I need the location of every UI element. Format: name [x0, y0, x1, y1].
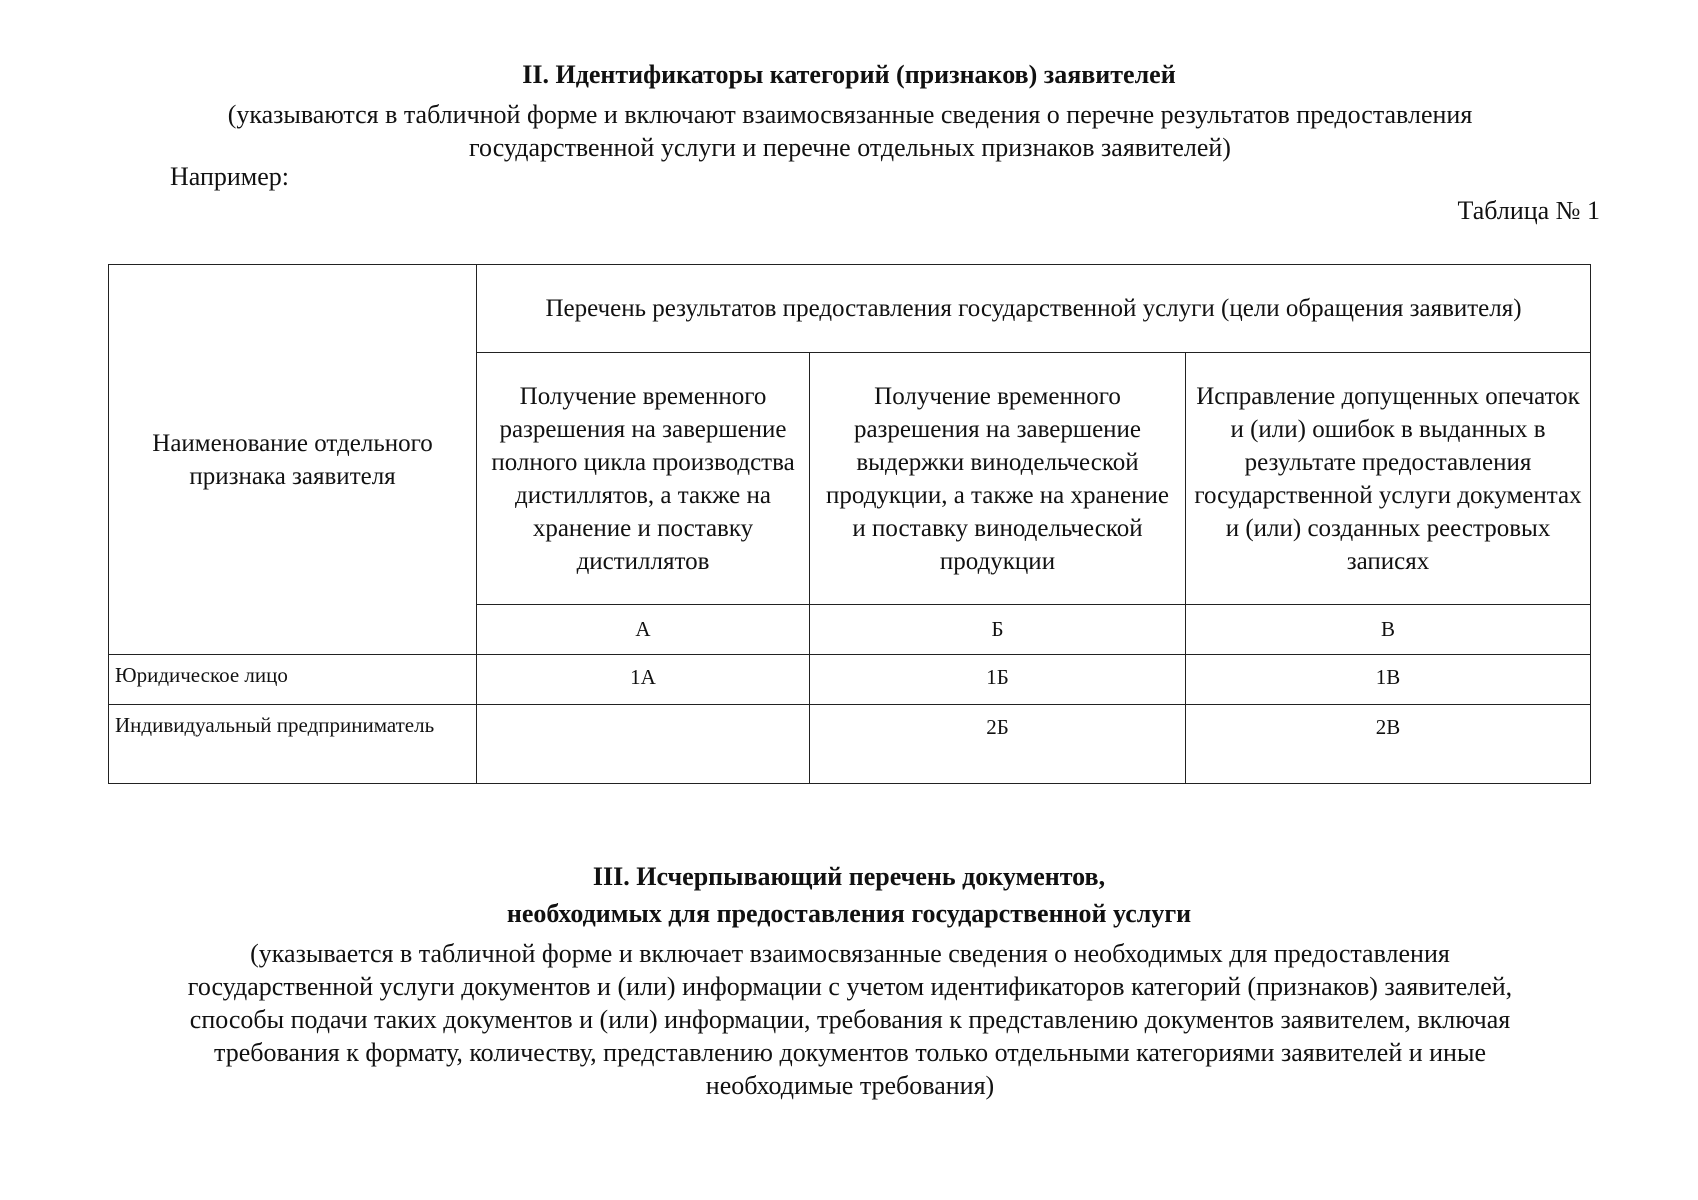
section-3-note-line: государственной услуги документов и (или) информации с учетом идентификаторов категорий (признаков) заявителей,: [187, 972, 1513, 1001]
table-number: Таблица № 1: [1457, 196, 1600, 225]
row-name: Юридическое лицо: [109, 655, 477, 705]
group-header: Перечень результатов предоставления государственной услуги (цели обращения заявителя): [477, 265, 1591, 353]
table-row: [109, 705, 1591, 784]
table-cell: 1В: [1186, 655, 1591, 705]
example-label: Например:: [170, 162, 290, 191]
section-3-note-line: необходимые требования): [705, 1071, 995, 1100]
column-title-b: Получение временного разрешения на завершение выдержки винодельческой продукции, а также на хранение и поставку винодельческой продукции: [810, 353, 1186, 605]
section-2-note: [130, 98, 1570, 164]
table-cell: 1А: [477, 655, 810, 705]
table-cell: [477, 705, 810, 784]
row-name: Индивидуальный предприниматель: [109, 705, 477, 784]
column-code-v: В: [1186, 605, 1591, 655]
applicant-categories-table: [108, 264, 1591, 784]
section-2-note-line: государственной услуги и перечне отдельных признаков заявителей): [469, 133, 1231, 162]
column-title-a: Получение временного разрешения на завершение полного цикла производства дистиллятов, а также на хранение и поставку дистиллятов: [477, 353, 810, 605]
table-cell: 2В: [1186, 705, 1591, 784]
section-2-title: II. Идентификаторы категорий (признаков) заявителей: [522, 60, 1176, 89]
section-3-title-line2: необходимых для предоставления государственной услуги: [506, 899, 1192, 928]
table-cell: 1Б: [810, 655, 1186, 705]
first-column-header: Наименование отдельного признака заявителя: [109, 265, 477, 655]
table-cell: 2Б: [810, 705, 1186, 784]
table-header-row: [109, 265, 1591, 353]
section-3-note-line: (указывается в табличной форме и включает взаимосвязанные сведения о необходимых для предоставления: [250, 939, 1450, 968]
table-row: [109, 655, 1591, 705]
section-3-note-line: способы подачи таких документов и (или) информации, требования к представлению документов заявителем, включая: [189, 1005, 1511, 1034]
section-3-title-line1: III. Исчерпывающий перечень документов,: [592, 862, 1106, 891]
column-title-v: Исправление допущенных опечаток и (или) ошибок в выданных в результате предоставления государственной услуги документах и (или) созданных реестровых записях: [1186, 353, 1591, 605]
section-3-note-line: требования к формату, количеству, представлению документов только отдельными категориями заявителей и иные: [214, 1038, 1486, 1067]
section-2-note-line: (указываются в табличной форме и включают взаимосвязанные сведения о перечне результатов предоставления: [227, 100, 1473, 129]
column-code-a: А: [477, 605, 810, 655]
section-3-note: [130, 937, 1570, 1102]
column-code-b: Б: [810, 605, 1186, 655]
